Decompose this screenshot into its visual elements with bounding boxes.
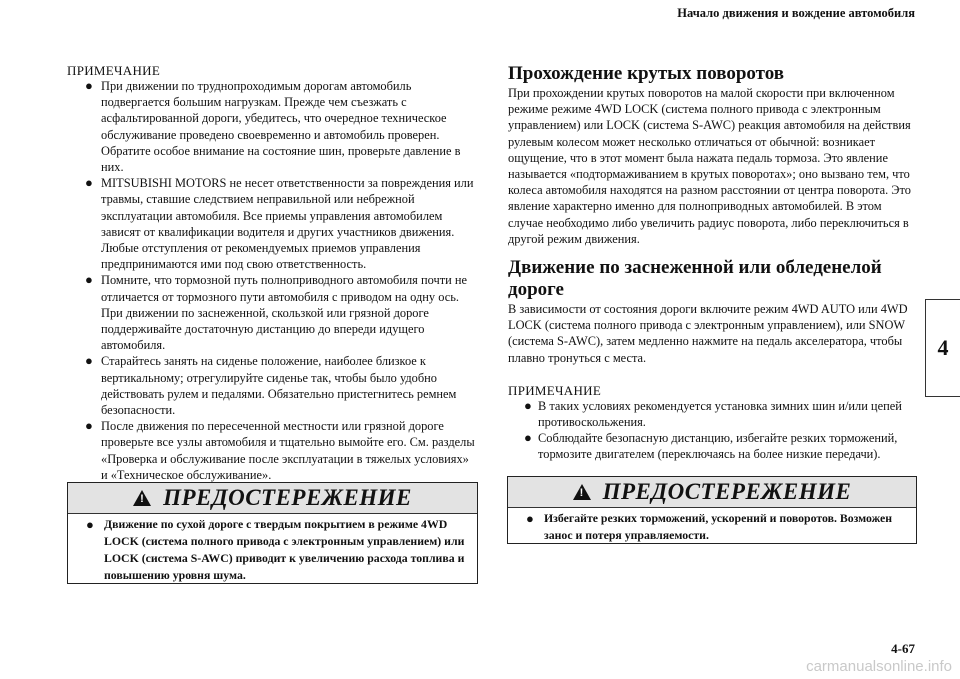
chapter-tab: 4 (925, 299, 960, 397)
page-number: 4-67 (891, 641, 915, 656)
warning-box-left (67, 482, 478, 584)
bullet-icon: ● (85, 175, 93, 191)
list-item: ● Движение по сухой дороге с твердым покрытием в режиме 4WD LOCK (система полного привода с электронным управлением) или LOCK (система S-AWC) приводит к увеличению расхода топлива и повышению уровня шума. (86, 517, 465, 582)
right-column (508, 63, 916, 463)
warning-box-right (507, 476, 917, 544)
note-heading: ПРИМЕЧАНИЕ (508, 382, 602, 398)
warning-triangle-icon: ! (133, 490, 151, 506)
list-item: ● После движения по пересеченной местности или грязной дороге проверьте все узлы автомобиля и тщательно вымойте его. См. разделы «Проверка и обслуживание после эксплуатации в тяжелых условиях» и «Техническое обслуживание». (85, 418, 475, 482)
list-item: ● MITSUBISHI MOTORS не несет ответственности за повреждения или травмы, ставшие следствием неправильной или небрежной эксплуатации автомобиля. Все приемы управления автомобилем зависят от квалификации водителя и других участников движения. Любые отступления от рекомендуемых приемов управления предпринимаются ими под свою ответственность. (85, 175, 474, 272)
bullet-icon: ● (526, 511, 534, 526)
running-header: Начало движения и вождение автомобиля (677, 6, 915, 20)
list-item: ● При движении по труднопроходимым дорогам автомобиль подвергается большим нагрузкам. Прежде чем съезжать с асфальтированной дороги, убедитесь, что очередное техническое обслуживание проведено своевременно и автомобиль проверен. Обратите особое внимание на состояние шин, проверьте давление в них. (85, 78, 461, 175)
list-item: ● Избегайте резких торможений, ускорений и поворотов. Возможен занос и потеря управляемости. (526, 511, 893, 542)
section-heading-sharp-turns: Прохождение крутых поворотов (508, 63, 785, 84)
note-list (508, 398, 916, 463)
watermark: carmanualsonline.info (806, 658, 952, 675)
note-heading: ПРИМЕЧАНИЕ (67, 63, 161, 78)
list-item: ● Соблюдайте безопасную дистанцию, избегайте резких торможений, тормозите двигателем (переключаясь на более низкие передачи). (524, 430, 898, 462)
bullet-icon: ● (85, 272, 93, 288)
bullet-icon: ● (524, 397, 532, 413)
list-item: ● В таких условиях рекомендуется установка зимних шин и/или цепей противоскольжения. (524, 397, 902, 430)
bullet-icon: ● (85, 78, 93, 93)
section-heading-snow-ice: Движение по заснеженной или обледенелой дороге (508, 257, 882, 301)
section-text-snow-ice: В зависимости от состояния дороги включите режим 4WD AUTO или 4WD LOCK (система полного привода с электронным управлением), или SNOW (система S-AWC), затем медленно нажмите на педаль акселератора, чтобы плавно тронуться с места. (508, 302, 908, 365)
warning-title-bar (68, 483, 477, 514)
bullet-icon: ● (85, 353, 93, 369)
warning-title: ПРЕДОСТЕРЕЖЕНИЕ (602, 479, 852, 504)
note-list (67, 78, 477, 483)
warning-title: ПРЕДОСТЕРЕЖЕНИЕ (163, 485, 412, 510)
warning-title-bar (508, 477, 916, 508)
bullet-icon: ● (85, 418, 93, 434)
list-item: ● Старайтесь занять на сиденье положение, наиболее близкое к вертикальному; отрегулируйте сиденье так, чтобы было удобно действовать рулем и педалями. Обязательно пристегнитесь ремнем безопасности. (85, 353, 457, 418)
section-text-sharp-turns: При прохождении крутых поворотов на малой скорости при включенном режиме режиме 4WD LOCK (система полного привода с электронным управлением) или LOCK (система S-AWC) реакция автомобиля на действия рулевым колесом может несколько отличаться от обычной: возникает ощущение, что в этот момент была нажата педаль тормоза. Это явление называется «подтормаживанием в крутых поворотах»; оно вызвано тем, что колеса автомобиля находятся на разном расстоянии от центра поворота. Это явление характерно именно для полноприводных автомобилей. В этом случае необходимо либо увеличить радиус поворота, либо переключиться в другой режим движения. (508, 86, 911, 246)
warning-triangle-icon: ! (573, 484, 591, 500)
left-column (67, 63, 477, 483)
bullet-icon: ● (86, 517, 94, 532)
bullet-icon: ● (524, 430, 532, 446)
list-item: ● Помните, что тормозной путь полноприводного автомобиля почти не отличается от тормозного пути автомобиля с приводом на одну ось. При движении по заснеженной, скользкой или грязной дороге поддерживайте достаточную дистанцию до впереди идущего автомобиля. (85, 272, 467, 353)
